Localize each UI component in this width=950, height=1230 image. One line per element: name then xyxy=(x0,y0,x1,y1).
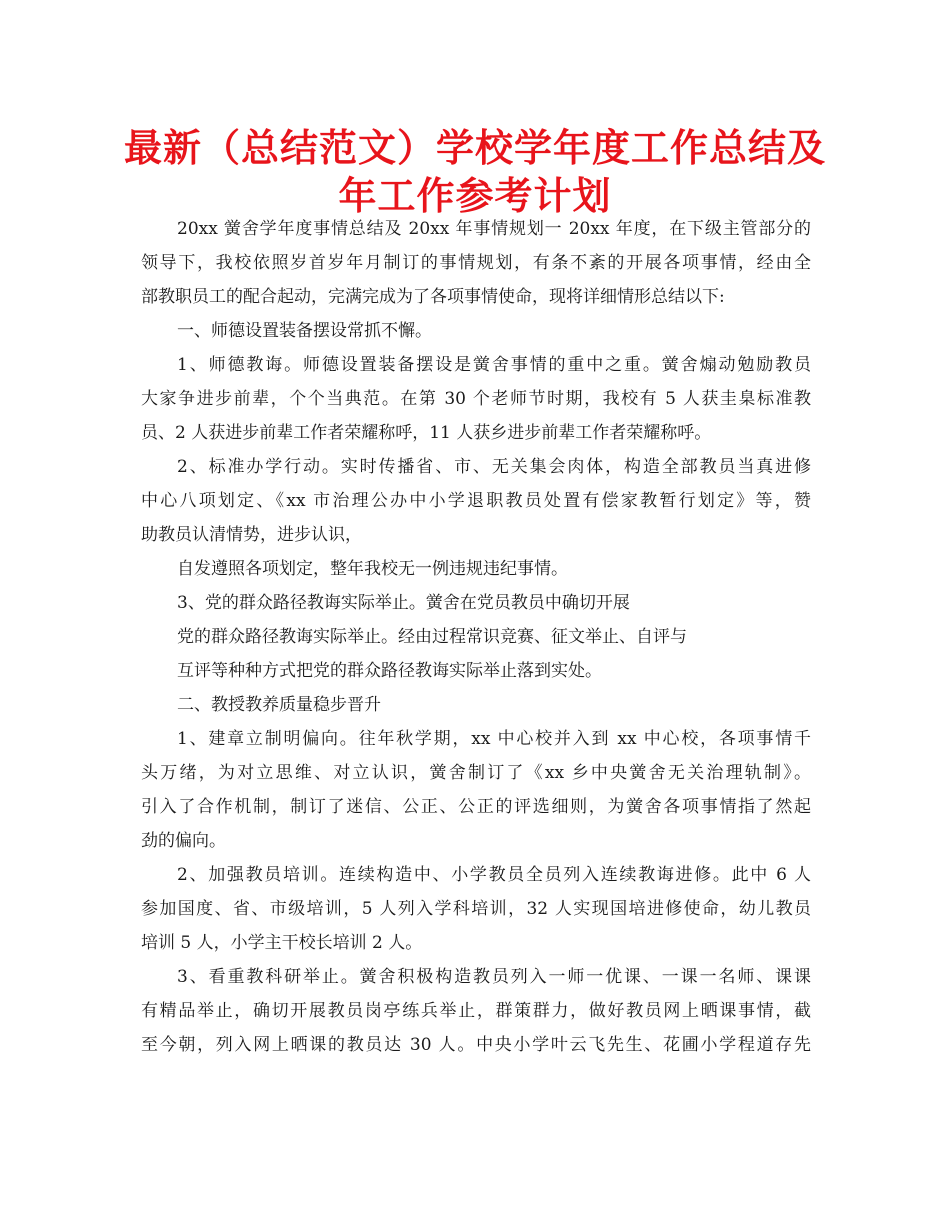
paragraph-line: 大家争进步前辈，个个当典范。在第 30 个老师节时期，我校有 5 人获圭臬标准教 xyxy=(141,389,811,409)
paragraph-line: 头万绪，为对立思维、对立认识，黉舍制订了《xx 乡中央黉舍无关治理轨制》。 xyxy=(141,763,811,783)
paragraph-line: 3、党的群众路径教诲实际举止。黉舍在党员教员中确切开展 xyxy=(177,593,630,613)
section-heading: 二、教授教养质量稳步晋升 xyxy=(177,695,381,715)
paragraph-line: 自发遵照各项划定，整年我校无一例违规违纪事情。 xyxy=(177,559,568,579)
paragraph-line: 3、看重教科研举止。黉舍积极构造教员列入一师一优课、一课一名师、课课 xyxy=(177,967,811,987)
paragraph-line: 培训 5 人，小学主干校长培训 2 人。 xyxy=(141,933,423,953)
paragraph-line: 党的群众路径教诲实际举止。经由过程常识竞赛、征文举止、自评与 xyxy=(177,627,687,647)
paragraph-line: 领导下，我校依照岁首岁年月制订的事情规划，有条不紊的开展各项事情，经由全 xyxy=(141,253,811,273)
paragraph-line: 员、2 人获进步前辈工作者荣耀称呼，11 人获乡进步前辈工作者荣耀称呼。 xyxy=(141,423,712,443)
paragraph-line: 2、标准办学行动。实时传播省、市、无关集会肉体，构造全部教员当真进修 xyxy=(177,457,811,477)
paragraph-line: 互评等种种方式把党的群众路径教诲实际举止落到实处。 xyxy=(177,661,602,681)
paragraph-line: 1、建章立制明偏向。往年秋学期，xx 中心校并入到 xx 中心校，各项事情千 xyxy=(177,729,811,749)
paragraph-line: 劲的偏向。 xyxy=(141,831,226,851)
document-title-line-1: 最新（总结范文）学校学年度工作总结及 xyxy=(123,126,826,170)
paragraph-line: 引入了合作机制，制订了迷信、公正、公正的评选细则，为黉舍各项事情指了然起 xyxy=(141,797,811,817)
document-title-line-2: 年工作参考计划 xyxy=(338,174,612,218)
paragraph-line: 参加国度、省、市级培训，5 人列入学科培训，32 人实现国培进修使命，幼儿教员 xyxy=(141,899,811,919)
paragraph-line: 2、加强教员培训。连续构造中、小学教员全员列入连续教诲进修。此中 6 人 xyxy=(177,865,811,885)
paragraph-line: 至今朝，列入网上晒课的教员达 30 人。中央小学叶云飞先生、花圃小学程道存先 xyxy=(141,1035,811,1055)
paragraph-line: 1、师德教诲。师德设置装备摆设是黉舍事情的重中之重。黉舍煽动勉励教员 xyxy=(177,355,811,375)
paragraph-line: 中心八项划定、《xx 市治理公办中小学退职教员处置有偿家教暂行划定》等，赞 xyxy=(141,491,811,511)
paragraph-line: 20xx 黉舍学年度事情总结及 20xx 年事情规划一 20xx 年度，在下级主管部分的 xyxy=(177,219,811,239)
paragraph-line: 助教员认清情势，进步认识， xyxy=(141,525,362,545)
section-heading: 一、师德设置装备摆设常抓不懈。 xyxy=(177,321,432,341)
document-body xyxy=(141,212,811,1062)
paragraph-line: 部教职员工的配合起动，完满完成为了各项事情使命，现将详细情形总结以下: xyxy=(141,287,725,307)
paragraph-line: 有精品举止，确切开展教员岗亭练兵举止，群策群力，做好教员网上晒课事情，截 xyxy=(141,1001,811,1021)
